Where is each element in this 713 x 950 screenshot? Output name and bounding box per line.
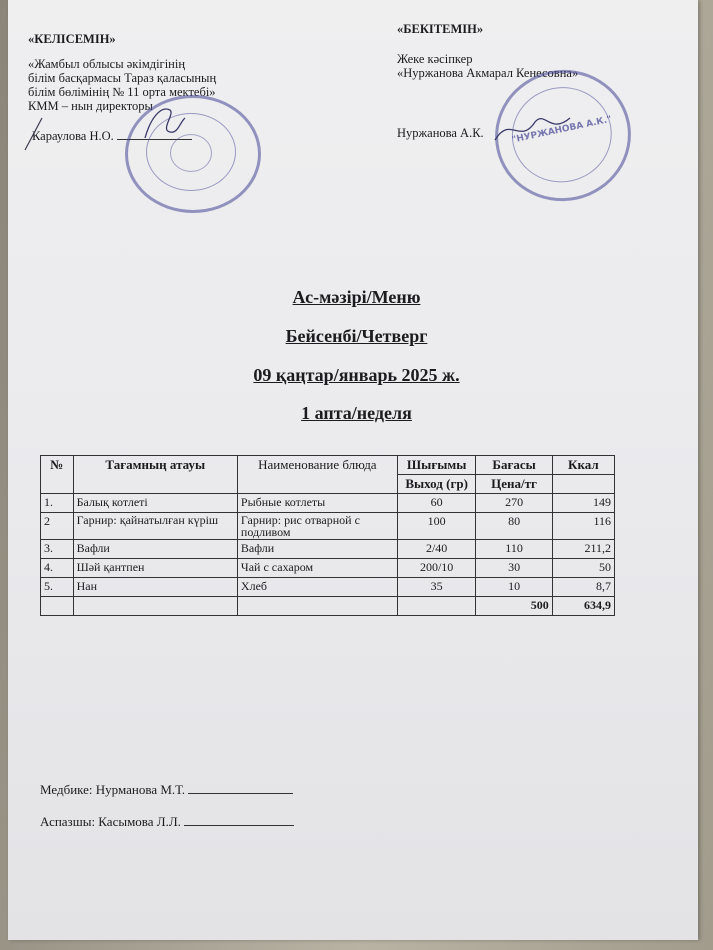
header-output-ru: Выход (гр) — [397, 475, 476, 494]
row-kcal: 50 — [552, 559, 614, 578]
row-output: 200/10 — [397, 559, 476, 578]
right-handwritten-signature — [490, 110, 580, 150]
table-header-row — [41, 456, 615, 475]
nurse-label: Медбике: Нурманова М.Т. — [40, 782, 186, 797]
left-org-line-2: білім басқармасы Тараз қаласының — [28, 71, 217, 85]
row-name-kz: Шәй қантпен — [73, 559, 237, 578]
row-num: 4. — [41, 559, 74, 578]
row-name-kz: Гарнир: қайнатылған күріш — [73, 513, 237, 540]
row-price: 80 — [476, 513, 552, 540]
table-row — [41, 494, 615, 513]
row-num: 3. — [41, 540, 74, 559]
row-price: 270 — [476, 494, 552, 513]
row-output: 35 — [397, 578, 476, 597]
row-price: 10 — [476, 578, 552, 597]
row-name-ru: Чай с сахаром — [237, 559, 397, 578]
row-kcal: 116 — [552, 513, 614, 540]
row-output: 60 — [397, 494, 476, 513]
row-num: 5. — [41, 578, 74, 597]
header-price-kz: Бағасы — [476, 456, 552, 475]
header-num: № — [41, 456, 74, 494]
row-kcal: 8,7 — [552, 578, 614, 597]
menu-title: Ас-мәзірі/Меню — [292, 287, 421, 307]
row-num: 2 — [41, 513, 74, 540]
menu-table — [40, 455, 615, 616]
approve-left-title: «КЕЛІСЕМІН» — [28, 32, 116, 46]
cook-label: Аспазшы: Касымова Л.Л. — [40, 814, 181, 829]
row-name-ru: Вафли — [237, 540, 397, 559]
header-name-ru: Наименование блюда — [237, 456, 397, 494]
row-output: 2/40 — [397, 540, 476, 559]
table-row — [41, 559, 615, 578]
header-kcal: Ккал — [552, 456, 614, 475]
day-title: Бейсенбі/Четверг — [285, 326, 428, 346]
right-org-line-1: Жеке кәсіпкер — [397, 52, 473, 66]
row-price: 110 — [476, 540, 552, 559]
row-name-ru: Гарнир: рис отварной с подливом — [237, 513, 397, 540]
header-name-kz: Тағамның атауы — [73, 456, 237, 494]
header-kcal-empty — [552, 475, 614, 494]
header-output-kz: Шығымы — [397, 456, 476, 475]
right-seal-text: "НУРЖАНОВА А.К." — [511, 114, 613, 146]
cook-signature — [40, 815, 294, 829]
nurse-signature-line — [188, 793, 293, 794]
left-org-line-3: білім бөлімінің № 11 орта мектебі» — [28, 85, 216, 99]
left-org-line-1: «Жамбыл облысы әкімдігінің — [28, 57, 186, 71]
approve-right-title: «БЕКІТЕМІН» — [397, 22, 484, 36]
nurse-signature — [40, 783, 293, 797]
header-price-ru: Цена/тг — [476, 475, 552, 494]
row-name-kz: Балық котлеті — [73, 494, 237, 513]
table-row — [41, 513, 615, 540]
row-name-ru: Хлеб — [237, 578, 397, 597]
left-handwritten-signature — [20, 100, 190, 155]
row-name-ru: Рыбные котлеты — [237, 494, 397, 513]
left-org-line-4: КММ – нын директоры — [28, 99, 153, 113]
row-kcal: 211,2 — [552, 540, 614, 559]
table-total-row — [41, 597, 615, 616]
row-name-kz: Нан — [73, 578, 237, 597]
right-signer-name: Нуржанова А.К. — [397, 126, 484, 140]
table-row — [41, 578, 615, 597]
row-price: 30 — [476, 559, 552, 578]
row-num: 1. — [41, 494, 74, 513]
week-title: 1 апта/неделя — [301, 403, 412, 423]
right-org-line-2: «Нуржанова Акмарал Кенесовна» — [397, 66, 579, 80]
row-output: 100 — [397, 513, 476, 540]
date-title: 09 қаңтар/январь 2025 ж. — [253, 365, 460, 385]
left-signer-name: Караулова Н.О. — [32, 129, 114, 143]
row-kcal: 149 — [552, 494, 614, 513]
table-row — [41, 540, 615, 559]
row-name-kz: Вафли — [73, 540, 237, 559]
total-price: 500 — [476, 597, 552, 616]
total-kcal: 634,9 — [552, 597, 614, 616]
cook-signature-line — [184, 825, 294, 826]
